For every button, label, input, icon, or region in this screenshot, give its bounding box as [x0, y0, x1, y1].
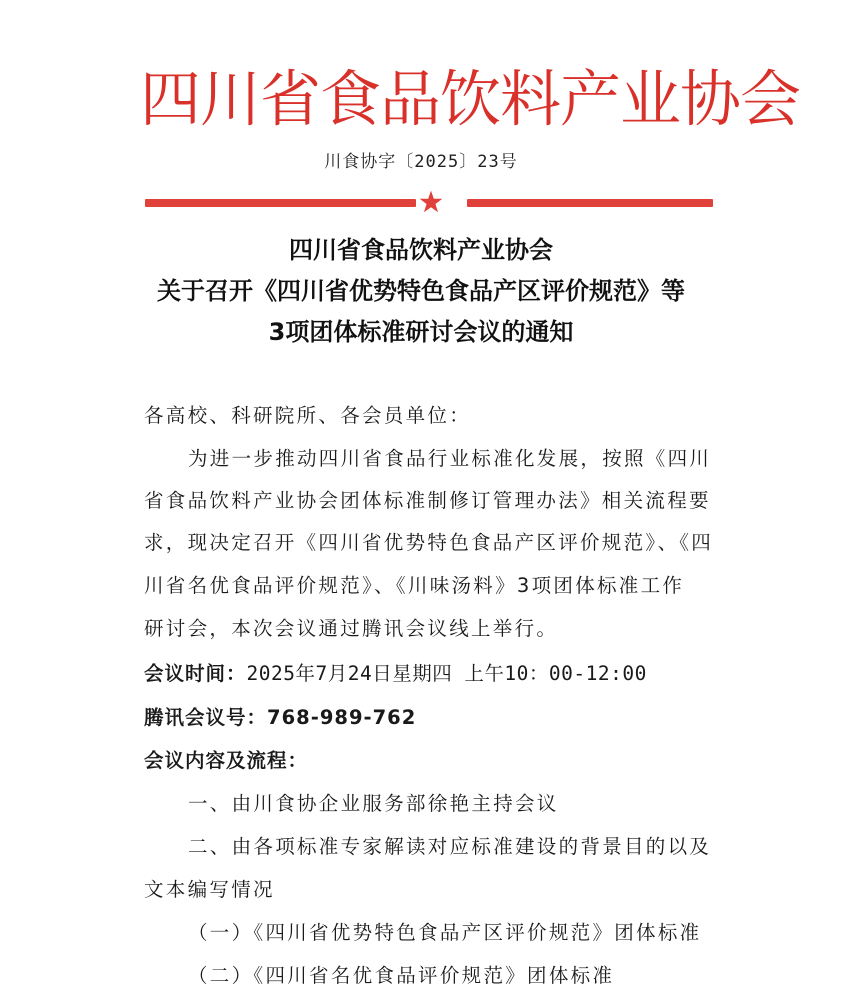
divider-left	[145, 199, 416, 207]
document-number: 川食协字〔2025〕23号	[324, 152, 518, 172]
meeting-time	[144, 658, 647, 686]
meeting-id-value: 768-989-762	[267, 706, 417, 729]
notice-title-line-2: 关于召开《四川省优势特色食品产区评价规范》等	[157, 277, 685, 305]
organization-letterhead: 四川省食品饮料产业协会	[140, 64, 801, 135]
divider-right	[467, 199, 713, 207]
agenda-item: 一、由川食协企业服务部徐艳主持会议	[188, 792, 559, 815]
star-icon	[418, 189, 444, 215]
meeting-time-label: 会议时间：	[144, 662, 247, 685]
paragraph-line: 研讨会，本次会议通过腾讯会议线上举行。	[144, 617, 559, 640]
notice-title-line-1: 四川省食品饮料产业协会	[289, 236, 553, 264]
paragraph-line: 省食品饮料产业协会团体标准制修订管理办法》相关流程要	[144, 489, 711, 512]
agenda-sub-item: （二）《四川省名优食品评价规范》团体标准	[188, 964, 615, 987]
notice-title	[0, 230, 842, 353]
paragraph-line: 求，现决定召开《四川省优势特色食品产区评价规范》、《四	[144, 531, 714, 554]
paragraph-line: 为进一步推动四川省食品行业标准化发展，按照《四川	[188, 447, 712, 470]
paragraph-line: 川省名优食品评价规范》、《川味汤料》3项团体标准工作	[144, 574, 685, 597]
meeting-id-label: 腾讯会议号：	[144, 706, 268, 729]
notice-title-line-3: 3项团体标准研讨会议的通知	[268, 318, 574, 346]
agenda-item-continued: 文本编写情况	[144, 878, 275, 901]
agenda-heading: 会议内容及流程：	[144, 749, 309, 772]
agenda-sub-item: （一）《四川省优势特色食品产区评价规范》团体标准	[188, 921, 702, 944]
meeting-time-value: 2025年7月24日星期四 上午10：00-12:00	[246, 662, 647, 685]
agenda-item: 二、由各项标准专家解读对应标准建设的背景目的以及	[188, 835, 712, 858]
meeting-id	[144, 702, 416, 730]
salutation: 各高校、科研院所、各会员单位：	[144, 404, 472, 427]
